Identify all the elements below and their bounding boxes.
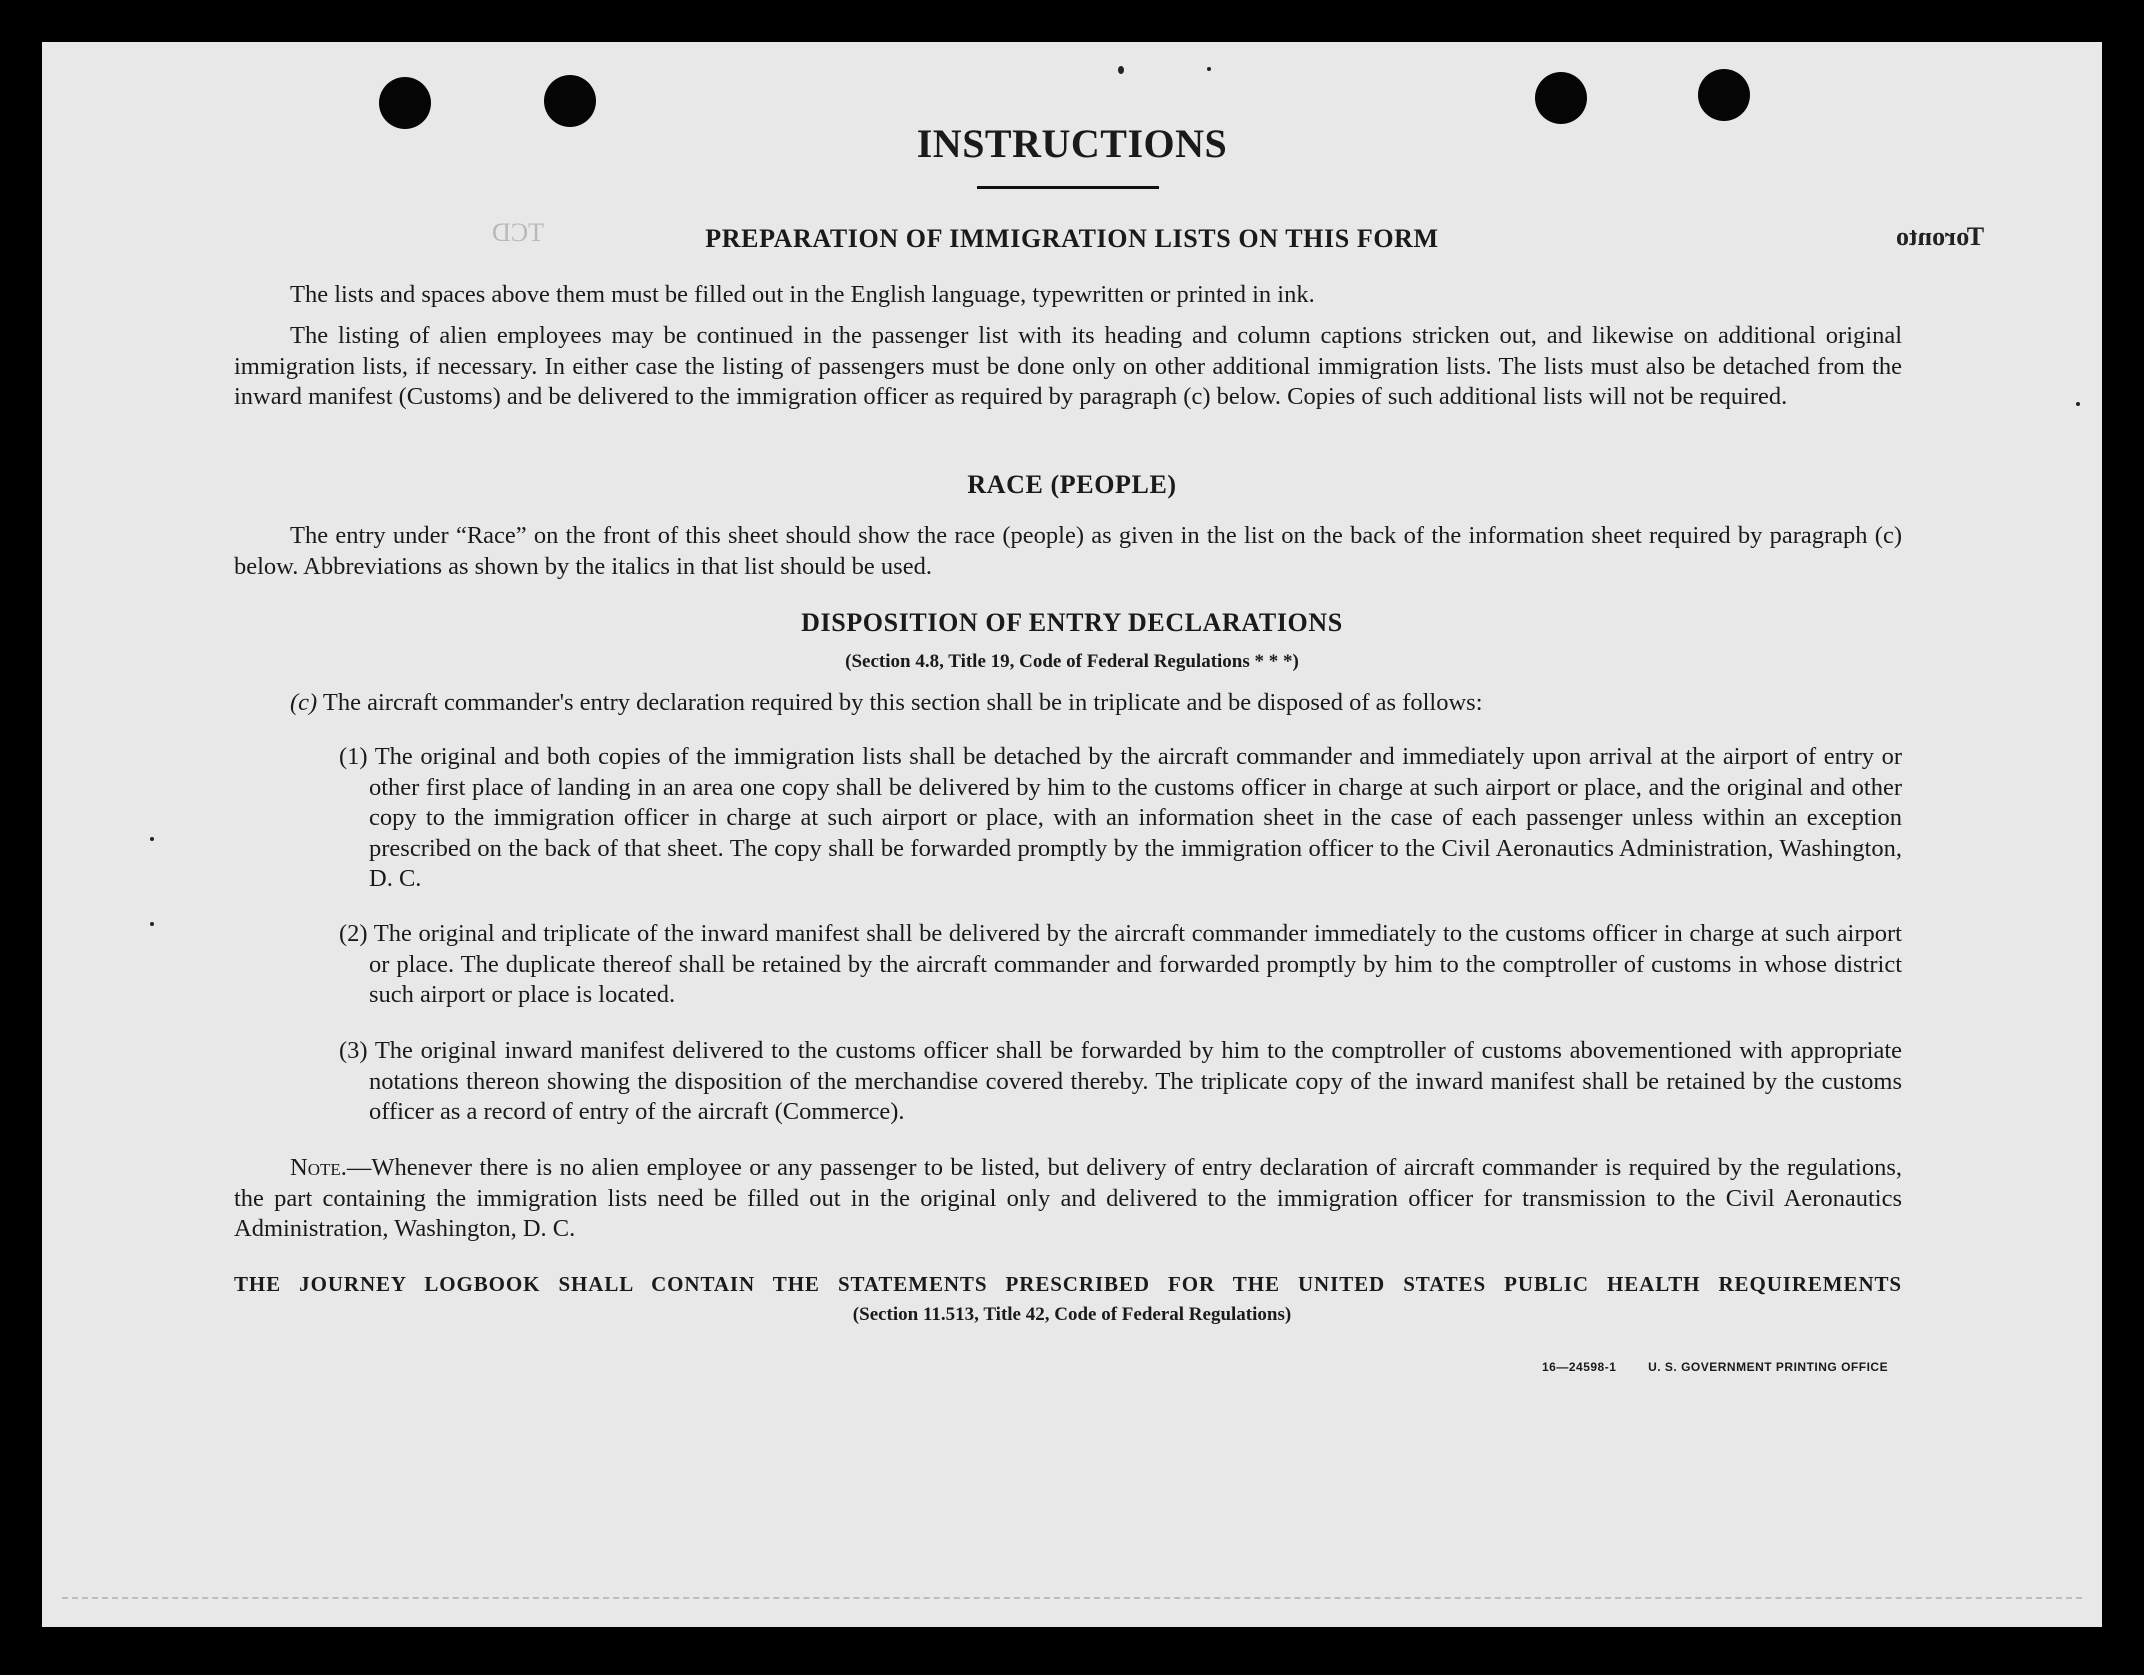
preparation-paragraph-2: The listing of alien employees may be continued in the passenger list with its heading and column captions stricken out, and likewise on additional original immigration lists, if necessary. In either case the listing of passengers must be done only on other additional immigration lists. The lists must also be detached from the inward manifest (Customs) and be delivered to the immigration officer as required by paragraph (c) below. Copies of such additional lists will not be required. [234,322,1902,410]
page-title: INSTRUCTIONS [916,121,1228,166]
ink-speck [150,922,154,926]
item-text: The original inward manifest delivered to the customs officer shall be forwarded by him to the comptroller of customs abovementioned with appropriate notations thereon showing the disposition of the merchandise covered thereby. The triplicate copy of the inward manifest shall be retained by the customs officer as a record of entry of the aircraft (Commerce). [369,1037,1902,1125]
item-number: (2) [339,920,368,947]
bleed-through-right: Toronto [1896,222,1985,251]
item-text: The original and both copies of the immigration lists shall be detached by the aircraft commander and immediately upon arrival at the airport of entry or other first place of landing in an area one copy shall be delivered by him to the customs officer in charge at such airport or place, and the original and other copy to the immigration officer in charge at such airport or place, with an information sheet in the case of each passenger unless within an exception prescribed on the back of that sheet. The copy shall be forwarded promptly by the immigration officer to the Civil Aeronautics Administration, Washington, D. C. [369,743,1902,892]
race-paragraph: The entry under “Race” on the front of this sheet should show the race (people) as given in the list on the back of the information sheet required by paragraph (c) below. Abbreviations as shown by the italics in that list should be used. [234,522,1902,580]
punch-hole-4 [1698,69,1750,121]
disposition-item-2 [339,919,1902,1011]
title-underline [977,186,1159,189]
ink-speck [1118,66,1124,74]
note-paragraph [234,1153,1902,1245]
item-number: (1) [339,743,368,770]
ink-speck [150,837,154,841]
intro-text: The aircraft commander's entry declaration required by this section shall be in triplicate and be disposed of as follows: [322,689,1483,716]
printing-office-line [1542,1360,1888,1374]
disposition-item-1 [339,742,1902,895]
note-text: —Whenever there is no alien employee or any passenger to be listed, but delivery of entry declaration of aircraft commander is required by the regulations, the part containing the immigration lists need be filled out in the original only and delivered to the immigration officer for transmission to the Civil Aeronautics Administration, Washington, D. C. [234,1154,1902,1242]
preparation-paragraph-1: The lists and spaces above them must be filled out in the English language, typewritten or printed in ink. [290,281,1315,308]
punch-hole-3 [1535,72,1587,124]
disposition-intro [290,688,1902,719]
health-reference: (Section 11.513, Title 42, Code of Federal Regulations) [852,1304,1292,1325]
disposition-item-3 [339,1036,1902,1128]
heading-race: RACE (PEOPLE) [967,470,1177,499]
ink-speck [1207,67,1211,71]
document-page [42,42,2102,1627]
printer-name: U. S. GOVERNMENT PRINTING OFFICE [1648,1360,1889,1374]
bleed-through-left: TCD [492,218,544,247]
item-text: The original and triplicate of the inward manifest shall be delivered by the aircraft commander immediately to the customs officer in charge at such airport or place. The duplicate thereof shall be retained by the aircraft commander and forwarded promptly by him to the comptroller of customs in whose district such airport or place is located. [369,920,1902,1008]
health-statement: THE JOURNEY LOGBOOK SHALL CONTAIN THE STATEMENTS PRESCRIBED FOR THE UNITED STATES PUBLIC HEALTH REQUIREMENTS [234,1272,1902,1296]
item-number: (3) [339,1037,368,1064]
note-label: Note. [290,1154,347,1181]
heading-disposition: DISPOSITION OF ENTRY DECLARATIONS [801,608,1343,637]
page-edge-line [62,1597,2082,1599]
disposition-reference: (Section 4.8, Title 19, Code of Federal Regulations * * *) [845,651,1299,672]
heading-preparation: PREPARATION OF IMMIGRATION LISTS ON THIS FORM [705,224,1439,253]
print-code: 16—24598-1 [1542,1360,1617,1374]
ink-speck [2076,402,2080,406]
intro-label: (c) [290,689,318,716]
